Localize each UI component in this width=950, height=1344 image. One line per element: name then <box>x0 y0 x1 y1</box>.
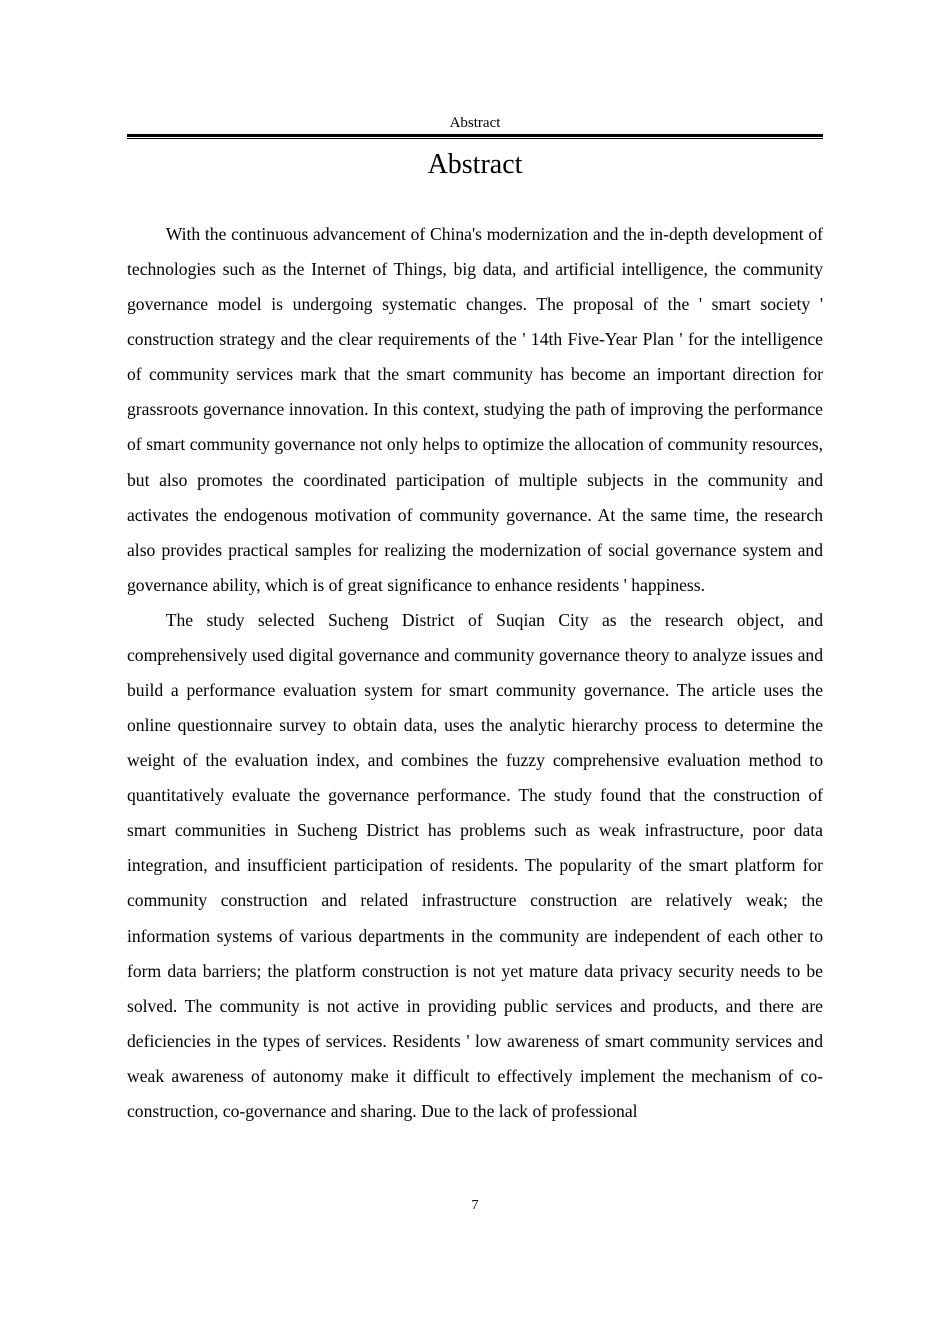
header-rule-thin <box>127 138 823 139</box>
abstract-body <box>127 217 823 1129</box>
header-rule <box>127 134 823 137</box>
page-title: Abstract <box>427 149 523 180</box>
paragraph-2: The study selected Sucheng District of Suqian City as the research object, and comprehensively used digital governance and community governance theory to analyze issues and build a performance evaluation system for smart community governance. The article uses the online questionnaire survey to obtain data, uses the analytic hierarchy process to determine the weight of the evaluation index, and combines the fuzzy comprehensive evaluation method to quantitatively evaluate the governance performance. The study found that the construction of smart communities in Sucheng District has problems such as weak infrastructure, poor data integration, and insufficient participation of residents. The popularity of the smart platform for community construction and related infrastructure construction are relatively weak; the information systems of various departments in the community are independent of each other to form data barriers; the platform construction is not yet mature data privacy security needs to be solved. The community is not active in providing public services and products, and there are deficiencies in the types of services. Residents ' low awareness of smart community services and weak awareness of autonomy make it difficult to effectively implement the mechanism of co-construction, co-governance and sharing. Due to the lack of professional <box>127 609 823 1121</box>
paragraph-1: With the continuous advancement of China's modernization and the in-depth development of technologies such as the Internet of Things, big data, and artificial intelligence, the community governance model is undergoing systematic changes. The proposal of the ' smart society ' construction strategy and the clear requirements of the ' 14th Five-Year Plan ' for the intelligence of community services mark that the smart community has become an important direction for grassroots governance innovation. In this context, studying the path of improving the performance of smart community governance not only helps to optimize the allocation of community resources, but also promotes the coordinated participation of multiple subjects in the community and activates the endogenous motivation of community governance. At the same time, the research also provides practical samples for realizing the modernization of social governance system and governance ability, which is of great significance to enhance residents ' happiness. <box>127 224 823 595</box>
running-header: Abstract <box>449 115 501 131</box>
page-number: 7 <box>471 1198 479 1213</box>
